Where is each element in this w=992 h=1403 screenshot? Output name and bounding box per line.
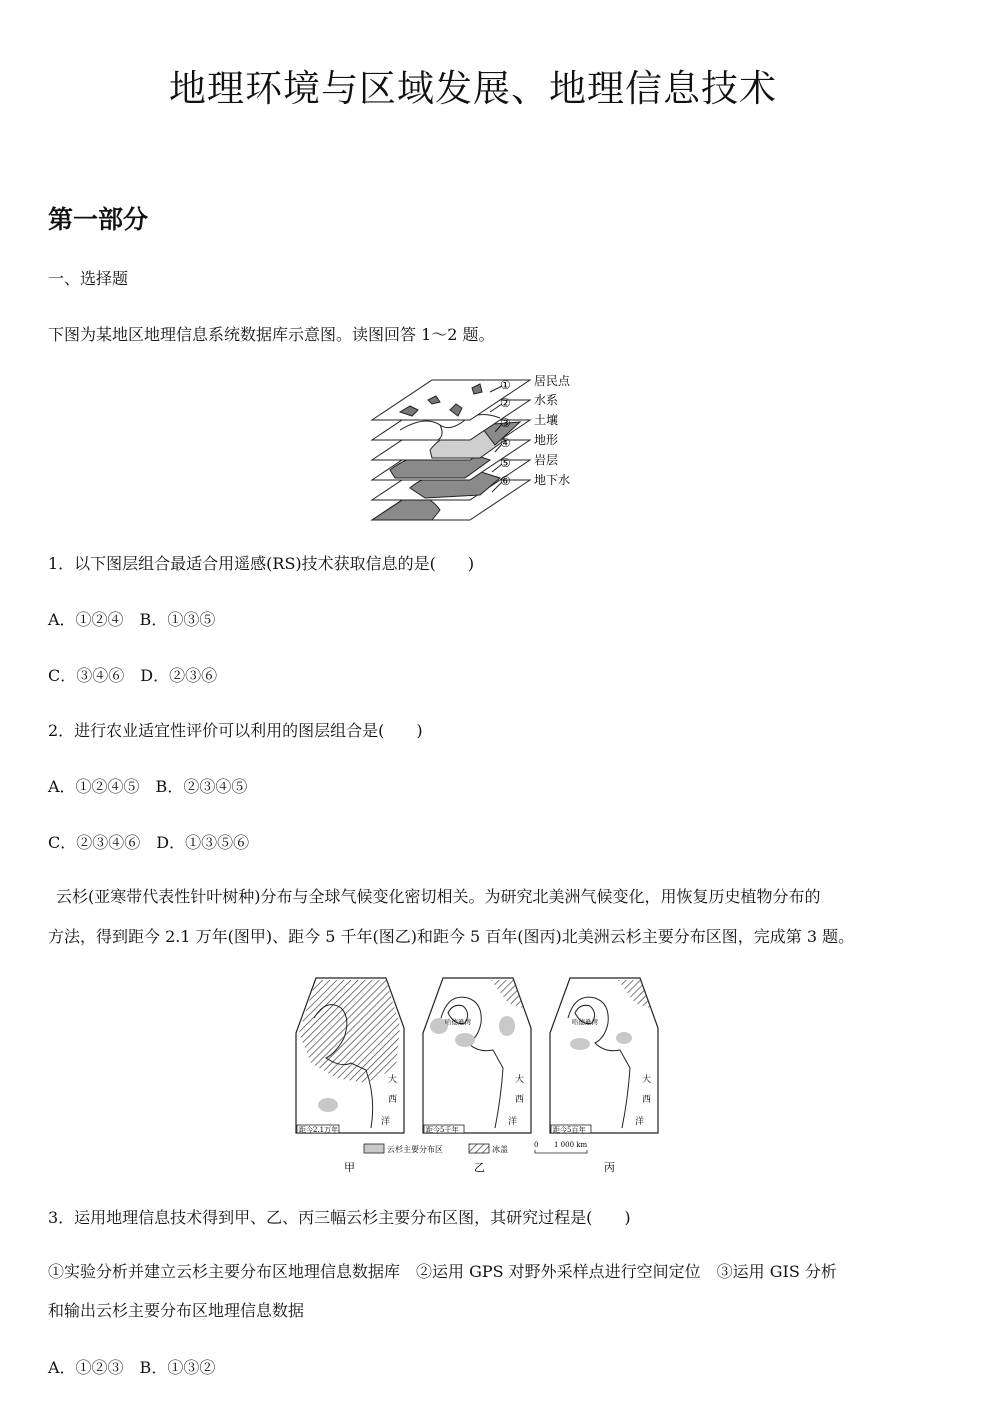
q2-options-cd: C．②③④⑥ D．①③⑤⑥ [48, 833, 250, 852]
map-bing [550, 978, 658, 1134]
map-caption-yi: 距今5千年 [426, 1126, 459, 1134]
map-lake-yi: 哈德逊湾 [445, 1018, 471, 1026]
map-label-yi: 乙 [474, 1161, 485, 1174]
layer-num-3: ③ [500, 416, 511, 430]
layer-label-5: 岩层 [534, 453, 559, 467]
legend-spruce-label: 云杉主要分布区 [387, 1145, 443, 1154]
legend-spruce-swatch [364, 1144, 384, 1153]
scale-zero: 0 [534, 1141, 539, 1149]
spruce-distribution-maps [292, 975, 664, 1175]
ocean-label-2-2: 西 [515, 1095, 525, 1105]
intro-q3-line1: 云杉(亚寒带代表性针叶树种)分布与全球气候变化密切相关。为研究北美洲气候变化，用恢复历史植物分布的 [56, 887, 821, 906]
ocean-label-2-3: 洋 [508, 1117, 518, 1127]
map-label-bing: 丙 [604, 1161, 615, 1174]
q3-options-ab: A．①②③ B．①③② [48, 1358, 216, 1377]
q2-stem: 2．进行农业适宜性评价可以利用的图层组合是( ) [48, 721, 423, 740]
part-heading: 第一部分 [48, 205, 149, 234]
map-caption-bing: 距今5百年 [553, 1126, 586, 1134]
ocean-label-1-1: 大 [388, 1075, 398, 1085]
q3-statements-line1: ①实验分析并建立云杉主要分布区地理信息数据库 ②运用 GPS 对野外采样点进行空间定位 ③运用 GIS 分析 [48, 1262, 837, 1281]
map-lake-bing: 哈德逊湾 [572, 1018, 598, 1026]
layer-num-4: ④ [500, 436, 511, 450]
layer-num-5: ⑤ [500, 456, 511, 470]
layer-num-6: ⑥ [500, 474, 511, 488]
layer-num-2: ② [500, 396, 511, 410]
ocean-label-3-2: 西 [642, 1095, 652, 1105]
page-title: 地理环境与区域发展、地理信息技术 [169, 67, 777, 110]
q2-options-ab: A．①②④⑤ B．②③④⑤ [48, 777, 248, 796]
ocean-label-3-1: 大 [642, 1075, 652, 1085]
q1-stem: 1．以下图层组合最适合用遥感(RS)技术获取信息的是( ) [48, 554, 475, 573]
legend-ice-swatch [469, 1144, 489, 1153]
scale-distance: 1 000 km [554, 1141, 588, 1149]
ocean-label-2-1: 大 [515, 1075, 525, 1085]
layer-label-4: 地形 [534, 433, 559, 447]
legend-ice-label: 冰盖 [492, 1145, 508, 1154]
map-caption-jia: 距今2.1万年 [299, 1126, 339, 1134]
layer-num-1: ① [500, 378, 511, 392]
ocean-label-3-3: 洋 [635, 1117, 645, 1127]
intro-q1-2: 下图为某地区地理信息系统数据库示意图。读图回答 1～2 题。 [48, 325, 495, 344]
section-heading: 一、选择题 [48, 269, 129, 288]
layer-label-2: 水系 [534, 393, 559, 407]
layer-label-1: 居民点 [534, 374, 571, 388]
map-label-jia: 甲 [344, 1161, 355, 1174]
map-jia [296, 978, 404, 1134]
q3-stem: 3．运用地理信息技术得到甲、乙、丙三幅云杉主要分布区图，其研究过程是( ) [48, 1208, 631, 1227]
layer-label-3: 土壤 [534, 413, 559, 427]
q1-options-ab: A．①②④ B．①③⑤ [48, 610, 216, 629]
ocean-label-1-3: 洋 [381, 1117, 391, 1127]
q1-options-cd: C．③④⑥ D．②③⑥ [48, 666, 218, 685]
gis-layer-diagram [370, 370, 590, 525]
layer-label-6: 地下水 [534, 473, 571, 487]
q3-statements-line2: 和输出云杉主要分布区地理信息数据 [48, 1301, 305, 1320]
map-legend [364, 1141, 588, 1154]
scale-bar [535, 1150, 587, 1153]
map-yi [423, 978, 531, 1134]
intro-q3-line2: 方法，得到距今 2.1 万年(图甲)、距今 5 千年(图乙)和距今 5 百年(图丙)北美洲云杉主要分布区图，完成第 3 题。 [48, 927, 855, 946]
ocean-label-1-2: 西 [388, 1095, 398, 1105]
